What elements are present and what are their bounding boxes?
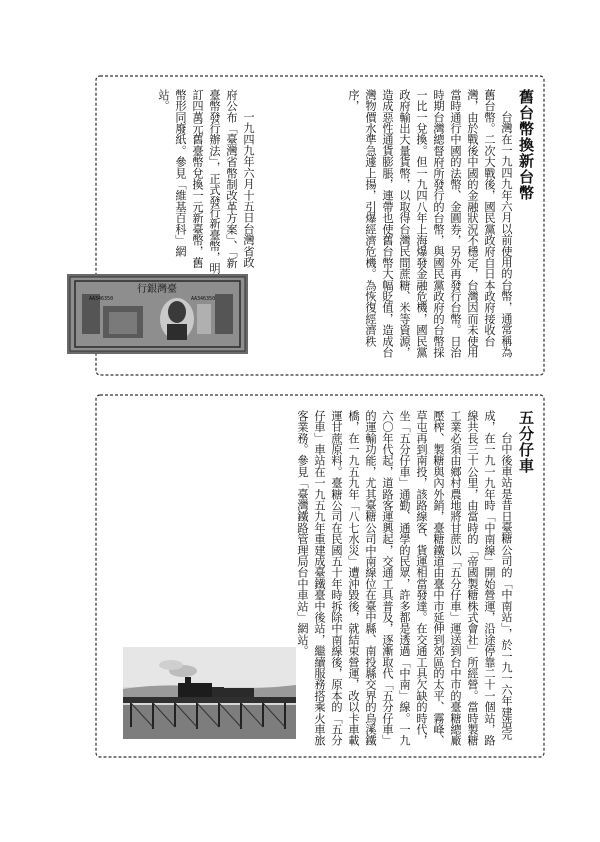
- banknote-photo: [67, 274, 248, 354]
- banknote-header: 行銀灣臺: [137, 284, 177, 295]
- section-title: 五分仔車: [517, 410, 535, 474]
- section-title: 舊台幣換新台幣: [517, 89, 535, 201]
- paragraph: 台灣在一九四九年六月以前使用的台幣，通常稱為舊台幣。二次大戰後，國民黨政府自日本政府接收台灣，由於戰後中國的金融狀況不穩定，台灣因而未使用當時通行中國的法幣、金圓券，另外再發行台幣。日治時期台灣總督府所發行的台幣，與國民黨政府的台幣採一比一兌換。但一九四八年上海爆發金融危機，國民黨政府輸出大量貨幣，以取得台灣民間蔗糖、米等資源，造成惡性通貨膨脹，連帶也使舊台幣大幅貶值，造成台灣物價水準急遽上揚，引爆經濟危機。為恢復經濟秩序，: [347, 89, 513, 358]
- train-photo: [123, 647, 296, 739]
- banknote-serial: AA346350: [89, 296, 114, 302]
- paragraph: 一九四九年六月十五日台灣省政府公布「臺灣省幣制改革方案」、「新臺幣發行辦法」，正式發行新臺幣，明訂四萬元舊臺幣兌換一元新臺幣，舊幣形同廢紙。參見「維基百科」網站。: [157, 89, 255, 274]
- banknote-serial: AA346350: [191, 296, 216, 302]
- paragraph: 台中後車站是昔日臺糖公司的「中南站」，於一九一六年建造完成，在一九一九年時「中南線」開始營運，沿途停靠二十一個站，路線共長三十公里，由當時的「帝國製糖株式會社」所經營。當時製糖工業必須由鄉村農地將甘蔗以「五分仔車」運送到台中市的臺糖總廠壓榨、製糖與內外銷，臺糖鐵道由臺中市延伸到郊區的太平、霧峰、草屯再到南投，該路線客、貨運相當發達。在交通工具欠缺的時代，坐「五分仔車」通勤、通學的民眾，許多都是透過「中南」線。一九六〇年代起，道路客運興起，交通工具普及，逐漸取代「五分仔車」的運輸功能，尤其臺糖公司中南線位在臺中縣、南投縣交界的烏溪鐵橋，在一九五九年「八七水災」遭沖毀後，就結束營運，改以卡車載運甘蔗原料。臺糖公司在民國五十年時拆除中南線後，原本的「五分仔車」車站在一九五九年重建成臺鐵臺中後站，繼續服務搭乘火車旅客業務。參見「臺灣鐵路管理局台中車站」網站。: [296, 410, 513, 746]
